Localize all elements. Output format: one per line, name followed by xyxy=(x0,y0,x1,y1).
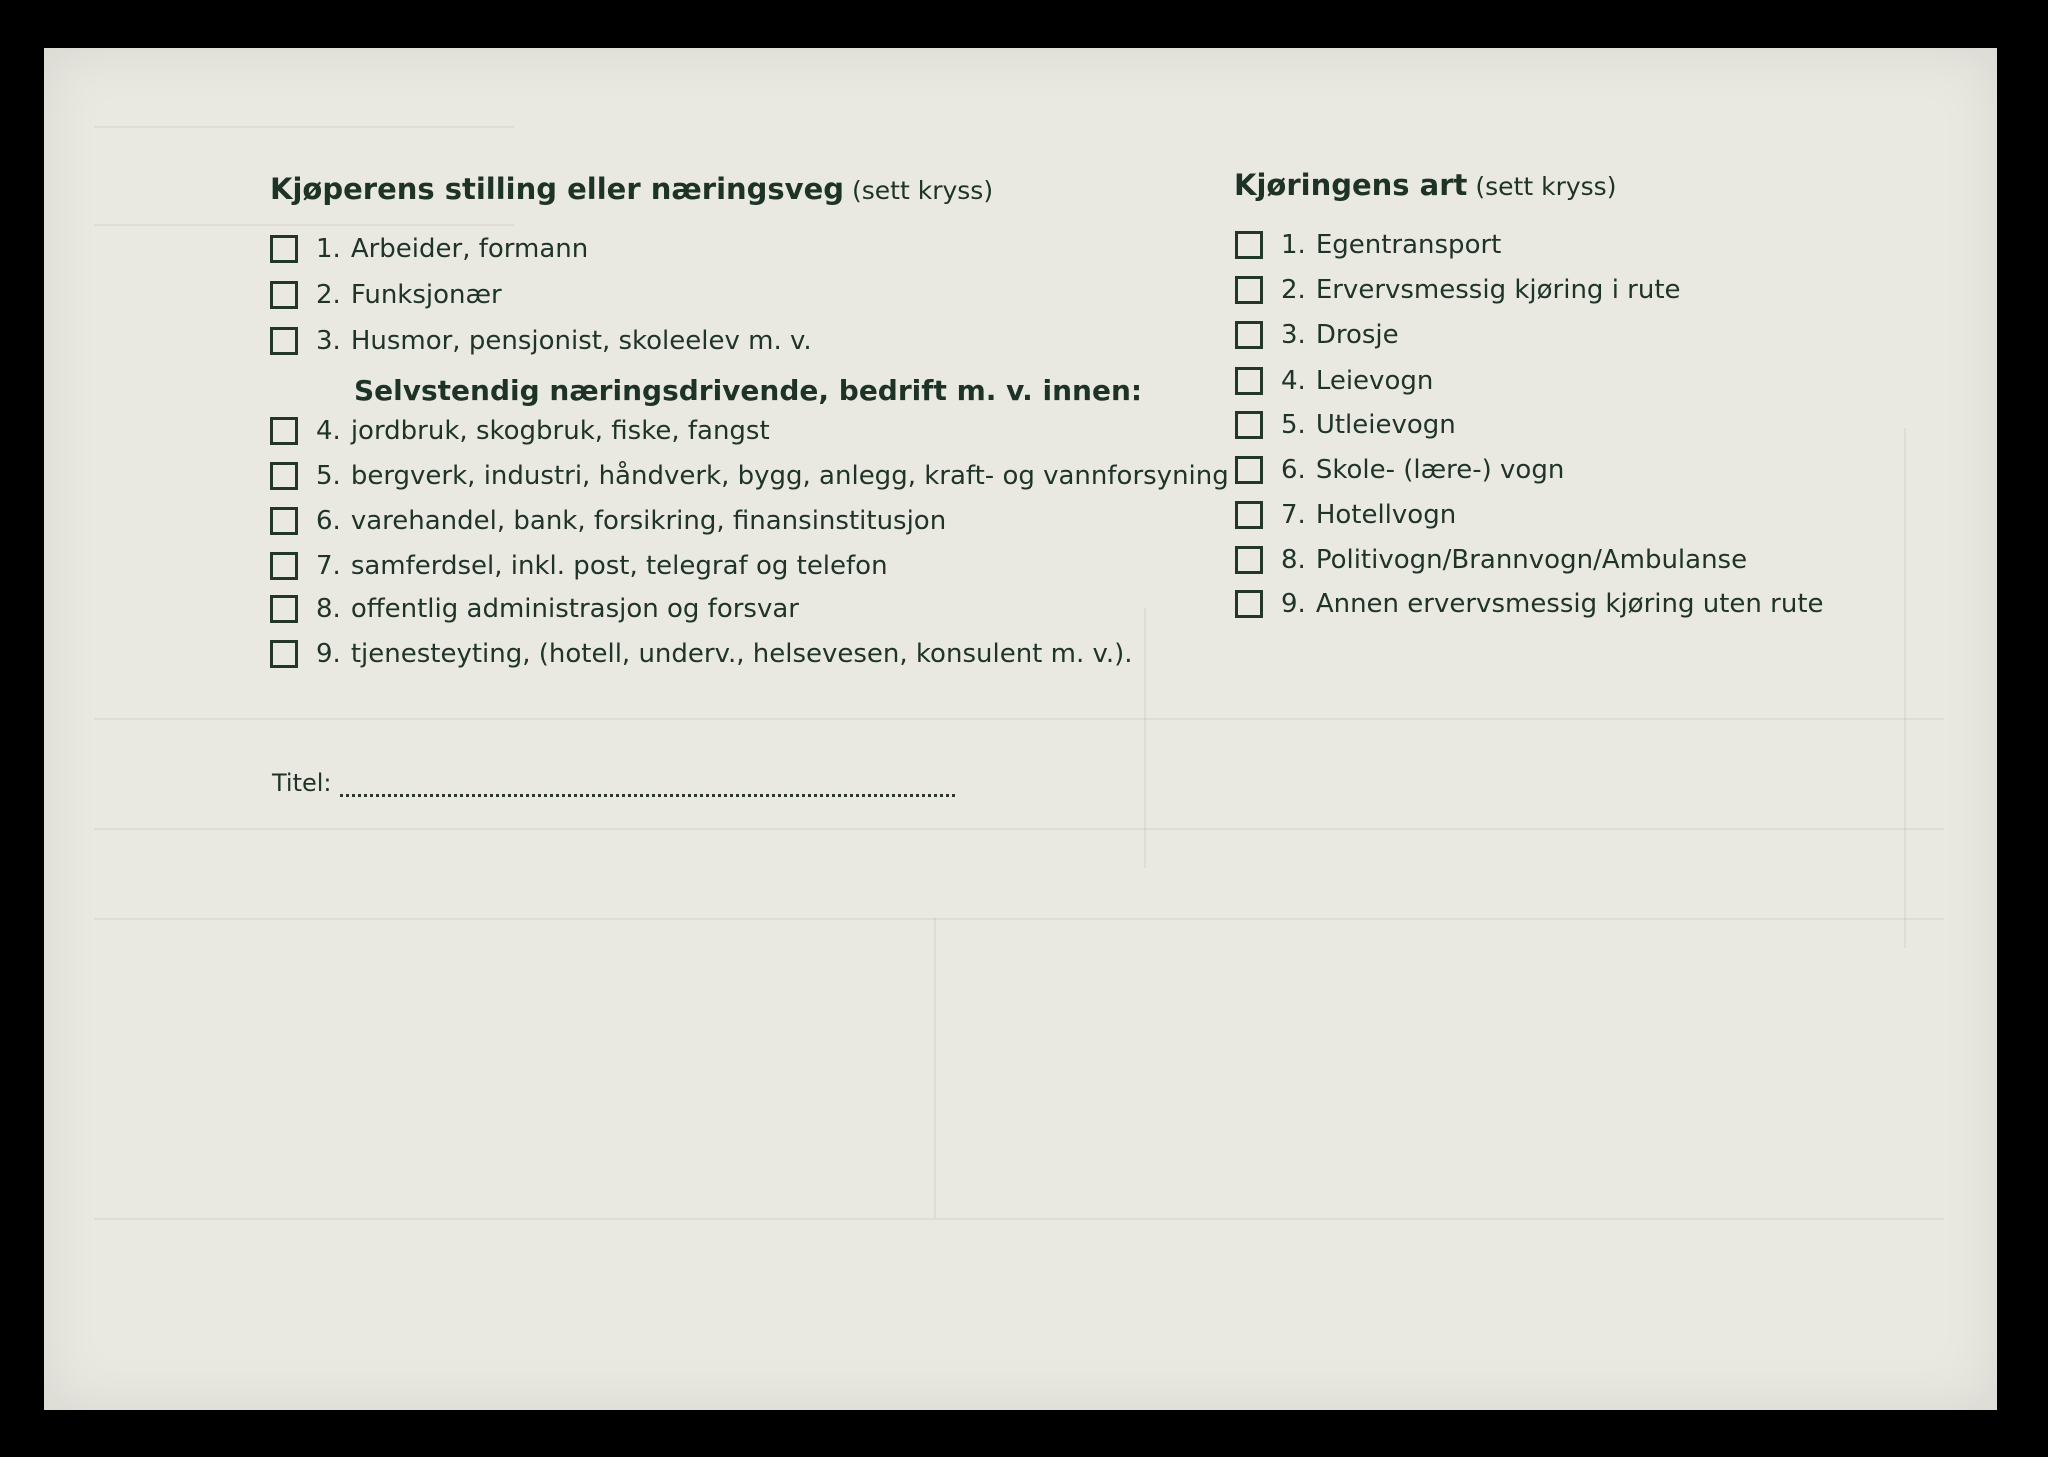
occupation-option-9[interactable] xyxy=(270,639,1133,669)
occupation-number: 8. xyxy=(316,594,341,624)
occupation-label: varehandel, bank, forsikring, finansinstitusjon xyxy=(350,506,947,536)
driving-type-option-6[interactable] xyxy=(1235,455,1564,485)
driving-type-option-7[interactable] xyxy=(1235,500,1456,530)
driving-type-option-4[interactable] xyxy=(1235,366,1433,396)
driving-type-option-5[interactable] xyxy=(1235,410,1456,440)
driving-type-checkbox-3[interactable] xyxy=(1235,321,1263,349)
title-field-label: Titel: xyxy=(272,769,332,797)
driving-type-label: Skole- (lære-) vogn xyxy=(1315,455,1565,485)
occupation-number: 9. xyxy=(316,639,341,669)
occupation-number: 6. xyxy=(316,506,341,536)
occupation-label: bergverk, industri, håndverk, bygg, anlegg, kraft- og vannforsyning xyxy=(350,461,1229,491)
occupation-label: Funksjonær xyxy=(350,280,502,310)
occupation-option-8[interactable] xyxy=(270,594,799,624)
driving-type-number: 2. xyxy=(1281,275,1306,305)
driving-type-option-1[interactable] xyxy=(1235,230,1501,260)
driving-type-label: Politivogn/Brannvogn/Ambulanse xyxy=(1315,545,1748,575)
driving-type-option-8[interactable] xyxy=(1235,545,1747,575)
driving-type-checkbox-2[interactable] xyxy=(1235,276,1263,304)
driving-type-checkbox-8[interactable] xyxy=(1235,546,1263,574)
driving-type-number: 6. xyxy=(1281,455,1306,485)
driving-type-number: 5. xyxy=(1281,410,1306,440)
driving-type-option-9[interactable] xyxy=(1235,589,1824,619)
driving-type-label: Hotellvogn xyxy=(1315,500,1457,530)
title-field-dotted-line[interactable] xyxy=(340,768,955,797)
occupation-number: 5. xyxy=(316,461,341,491)
occupation-label: tjenesteyting, (hotell, underv., helsevesen, konsulent m. v.). xyxy=(350,639,1133,669)
buyer-occupation-heading xyxy=(270,172,993,206)
occupation-option-2[interactable] xyxy=(270,280,502,310)
driving-type-heading-text: Kjøringens art xyxy=(1234,168,1468,202)
occupation-option-3[interactable] xyxy=(270,326,812,356)
self-employed-subheading: Selvstendig næringsdrivende, bedrift m. v. innen: xyxy=(354,374,1143,407)
driving-type-number: 1. xyxy=(1281,230,1306,260)
occupation-number: 1. xyxy=(316,234,341,264)
driving-type-checkbox-1[interactable] xyxy=(1235,231,1263,259)
occupation-checkbox-5[interactable] xyxy=(270,462,298,490)
driving-type-option-3[interactable] xyxy=(1235,320,1399,350)
occupation-option-6[interactable] xyxy=(270,506,946,536)
driving-type-number: 4. xyxy=(1281,366,1306,396)
occupation-option-4[interactable] xyxy=(270,416,770,446)
driving-type-label: Utleievogn xyxy=(1315,410,1456,440)
driving-type-label: Egentransport xyxy=(1315,230,1502,260)
driving-type-label: Drosje xyxy=(1315,320,1399,350)
occupation-label: jordbruk, skogbruk, fiske, fangst xyxy=(350,416,770,446)
occupation-label: Arbeider, formann xyxy=(350,234,589,264)
driving-type-checkbox-5[interactable] xyxy=(1235,411,1263,439)
occupation-option-1[interactable] xyxy=(270,234,588,264)
occupation-checkbox-4[interactable] xyxy=(270,417,298,445)
driving-type-number: 9. xyxy=(1281,589,1306,619)
occupation-option-5[interactable] xyxy=(270,461,1229,491)
driving-type-label: Annen ervervsmessig kjøring uten rute xyxy=(1315,589,1824,619)
driving-type-number: 7. xyxy=(1281,500,1306,530)
form-sheet xyxy=(44,48,1997,1410)
driving-type-checkbox-4[interactable] xyxy=(1235,367,1263,395)
occupation-number: 3. xyxy=(316,326,341,356)
occupation-label: samferdsel, inkl. post, telegraf og telefon xyxy=(350,551,888,581)
occupation-checkbox-6[interactable] xyxy=(270,507,298,535)
driving-type-heading xyxy=(1234,168,1616,202)
occupation-number: 4. xyxy=(316,416,341,446)
driving-type-checkbox-6[interactable] xyxy=(1235,456,1263,484)
occupation-checkbox-7[interactable] xyxy=(270,552,298,580)
occupation-checkbox-8[interactable] xyxy=(270,595,298,623)
driving-type-option-2[interactable] xyxy=(1235,275,1681,305)
driving-type-heading-note: (sett kryss) xyxy=(1475,172,1617,201)
occupation-checkbox-1[interactable] xyxy=(270,235,298,263)
occupation-number: 2. xyxy=(316,280,341,310)
driving-type-checkbox-9[interactable] xyxy=(1235,590,1263,618)
occupation-checkbox-3[interactable] xyxy=(270,327,298,355)
occupation-label: offentlig administrasjon og forsvar xyxy=(350,594,799,624)
driving-type-checkbox-7[interactable] xyxy=(1235,501,1263,529)
driving-type-number: 3. xyxy=(1281,320,1306,350)
driving-type-label: Leievogn xyxy=(1315,366,1434,396)
title-field[interactable] xyxy=(272,768,955,797)
occupation-label: Husmor, pensjonist, skoleelev m. v. xyxy=(350,326,812,356)
driving-type-label: Ervervsmessig kjøring i rute xyxy=(1315,275,1681,305)
occupation-number: 7. xyxy=(316,551,341,581)
occupation-checkbox-9[interactable] xyxy=(270,640,298,668)
buyer-occupation-heading-note: (sett kryss) xyxy=(852,176,994,205)
occupation-checkbox-2[interactable] xyxy=(270,281,298,309)
buyer-occupation-heading-text: Kjøperens stilling eller næringsveg xyxy=(270,172,845,206)
driving-type-number: 8. xyxy=(1281,545,1306,575)
occupation-option-7[interactable] xyxy=(270,551,888,581)
